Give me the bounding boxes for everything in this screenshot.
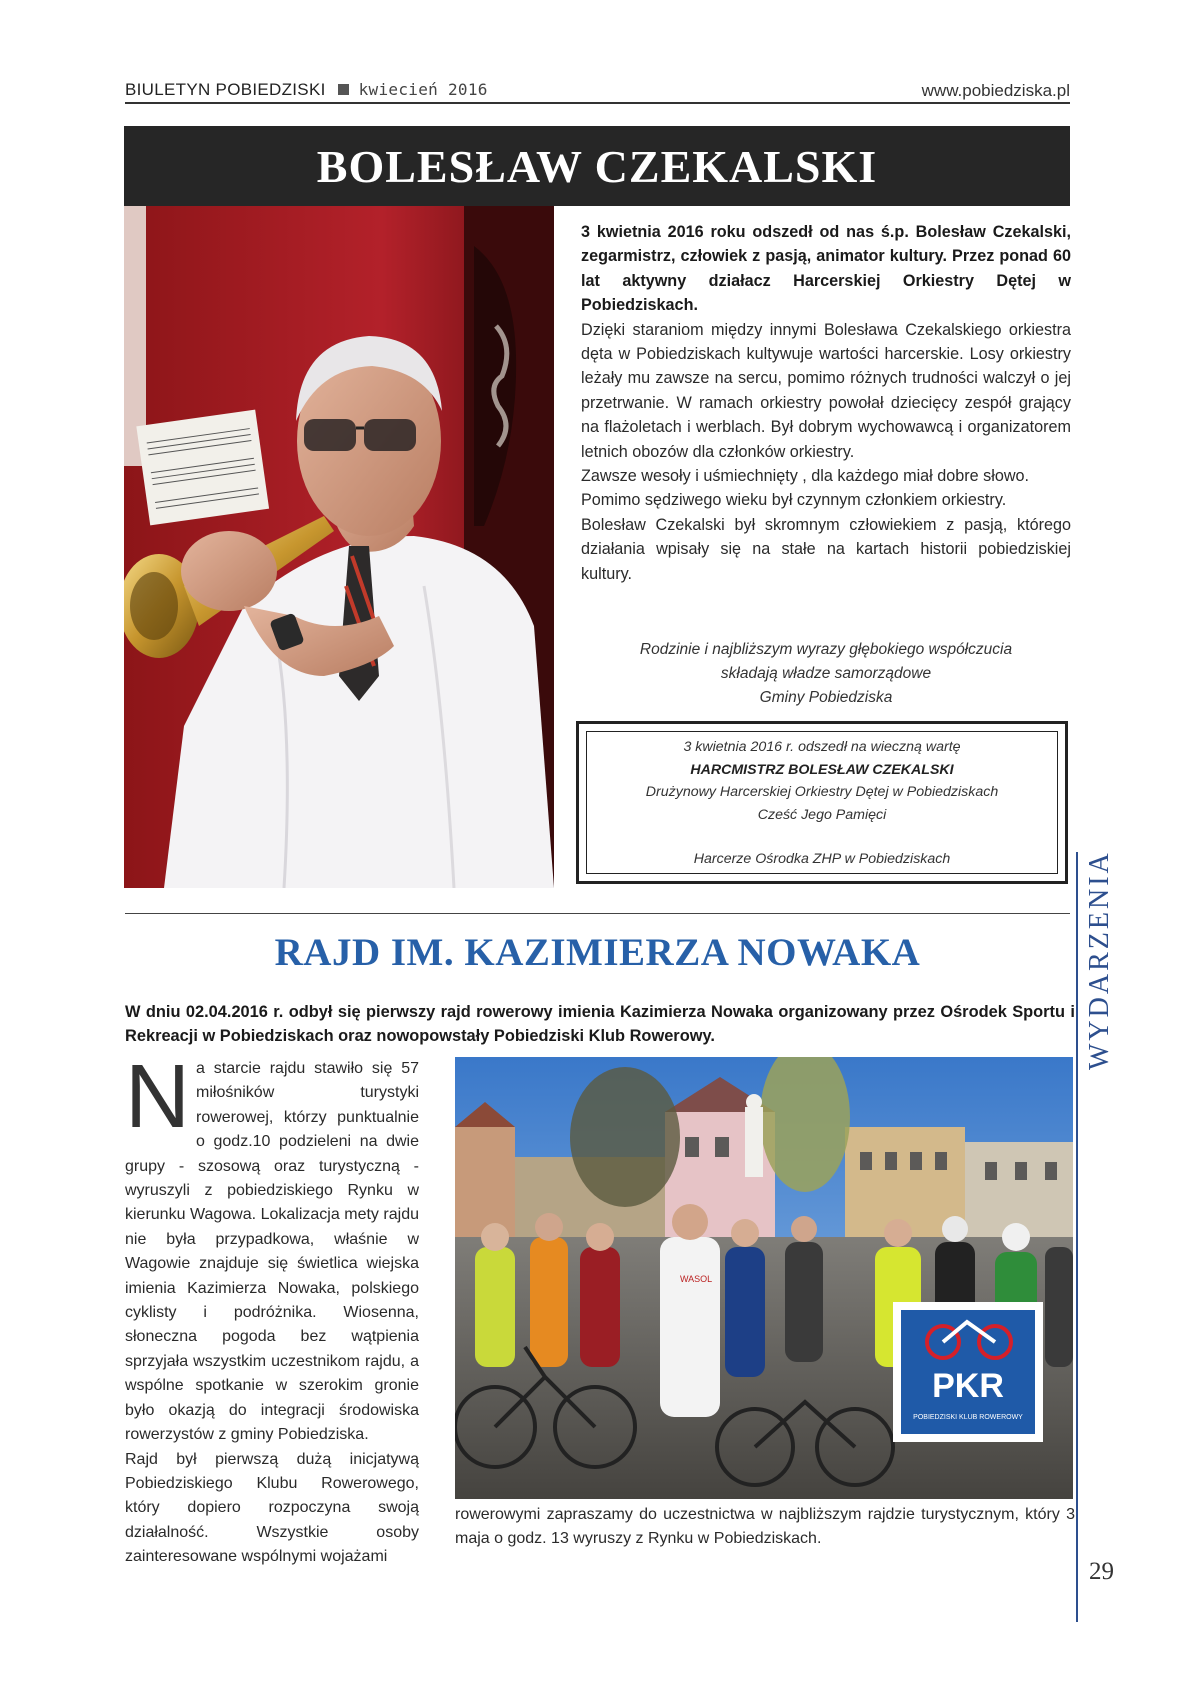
logo-caption: POBIEDZISKI KLUB ROWEROWY <box>913 1414 1023 1421</box>
obituary-paragraph: Pomimo sędziwego wieku był czynnym członkiem orkiestry. <box>581 491 1007 510</box>
condolence-line: składają władze samorządowe <box>720 665 932 682</box>
website-link[interactable]: www.pobiedziska.pl <box>921 81 1070 100</box>
obituary-text <box>581 220 1071 586</box>
trumpet-player-photo <box>124 206 554 888</box>
page-number: 29 <box>1089 1558 1114 1585</box>
obituary-title-bar <box>124 126 1070 206</box>
obituary-title: BOLESŁAW CZEKALSKI <box>316 140 878 192</box>
memorial-line: 3 kwietnia 2016 r. odszedł na wieczną wartę <box>683 739 961 755</box>
section-label <box>1078 835 1118 1075</box>
publication-name: BIULETYN POBIEDZISKI <box>125 80 326 99</box>
memorial-line: Cześć Jego Pamięci <box>757 806 887 823</box>
section-label-text: WYDARZENIA <box>1084 850 1115 1070</box>
obituary-paragraph: Zawsze wesoły i uśmiechnięty , dla każdego miał dobre słowo. <box>581 467 1030 486</box>
article-body <box>125 1047 419 1570</box>
running-header <box>125 80 488 100</box>
square-bullet-icon <box>338 84 349 95</box>
memorial-signature: Harcerze Ośrodka ZHP w Pobiedziskach <box>693 851 951 867</box>
article-continued: rowerowymi zapraszamy do uczestnictwa w najbliższym rajdzie turystycznym, który 3 maja o godz. 13 wyruszy z Rynku w Pobiedziskach. <box>455 1506 1075 1547</box>
condolence-line: Gminy Pobiedziska <box>759 689 893 706</box>
issue-month: kwiecień 2016 <box>358 80 488 99</box>
article-paragraph: a starcie rajdu stawiło się 57 miłośników turystyki rowerowej, którzy punktualnie o godz.10 podzieleni na dwie grupy - szosową oraz turystyczną - wyruszyli z pobiedziskiego Rynku w kierunku Wagowa. Lokalizacja mety rajdu nie była przypadkowa, właśnie w Wagowie znajduje się świetlica wiejska imienia Kazimierza Nowaka, polskiego cyklisty i podróżnika. Wiosenna, słoneczna pogoda bez wątpienia sprzyjała wszystkim uczestnikom rajdu, a wspólne spotkanie w szerokim gronie było okazją do integracji środowiska rowerzystów z gminy Pobiedziska. <box>125 1060 419 1444</box>
article-paragraph: Rajd był pierwszą dużą inicjatywą Pobiedziskiego Klubu Rowerowego, który dopiero rozpoczyna swoją działalność. Wszystkie osoby zainteresowane wspólnymi wojażami <box>125 1450 419 1566</box>
memorial-box <box>586 731 1058 874</box>
shirt-print: WASOL <box>680 1274 713 1284</box>
drop-cap: N <box>125 1047 190 1147</box>
obituary-paragraph: Bolesław Czekalski był skromnym człowiekiem z pasją, którego działania wpisały się na stałe na kartach historii pobiedziskiej kultury. <box>581 515 1071 583</box>
obituary-paragraph: Dzięki staraniom między innymi Bolesława Czekalskiego orkiestra dęta w Pobiedziskach kultywuje wartości harcerskie. Losy orkiestry leżały mu zawsze na sercu, pomimo różnych trudności walczył o jej przetrwanie. W ramach orkiestry powołał dziecięcy zespół grający na flażoletach i werblach. Był dobrym wychowawcą i organizatorem letnich obozów dla członków orkiestry. <box>581 320 1071 461</box>
bike-club-logo <box>893 1302 1043 1442</box>
article-divider <box>125 913 1070 914</box>
condolence-note <box>581 638 1071 710</box>
memorial-name: HARCMISTRZ BOLESŁAW CZEKALSKI <box>690 761 954 778</box>
article-title: RAJD IM. KAZIMIERZA NOWAKA <box>274 931 921 974</box>
logo-letters: PKR <box>932 1367 1004 1405</box>
condolence-line: Rodzinie i najbliższym wyrazy głębokiego współczucia <box>639 641 1013 658</box>
memorial-line: Drużynowy Harcerskiej Orkiestry Dętej w Pobiedziskach <box>645 784 999 800</box>
article-lead: W dniu 02.04.2016 r. odbył się pierwszy rajd rowerowy imienia Kazimierza Nowaka organizowany przez Ośrodek Sportu i Rekreacji w Pobiedziskach oraz nowopowstały Pobiedziski Klub Rowerowy. <box>125 1003 1075 1045</box>
obituary-lead: 3 kwietnia 2016 roku odszedł od nas ś.p. Bolesław Czekalski, zegarmistrz, człowiek z pasją, animator kultury. Przez ponad 60 lat aktywny działacz Harcerskiej Orkiestry Dętej w Pobiedziskach. <box>581 223 1071 315</box>
header-divider <box>125 102 1070 104</box>
cyclists-photo <box>455 1057 1073 1499</box>
